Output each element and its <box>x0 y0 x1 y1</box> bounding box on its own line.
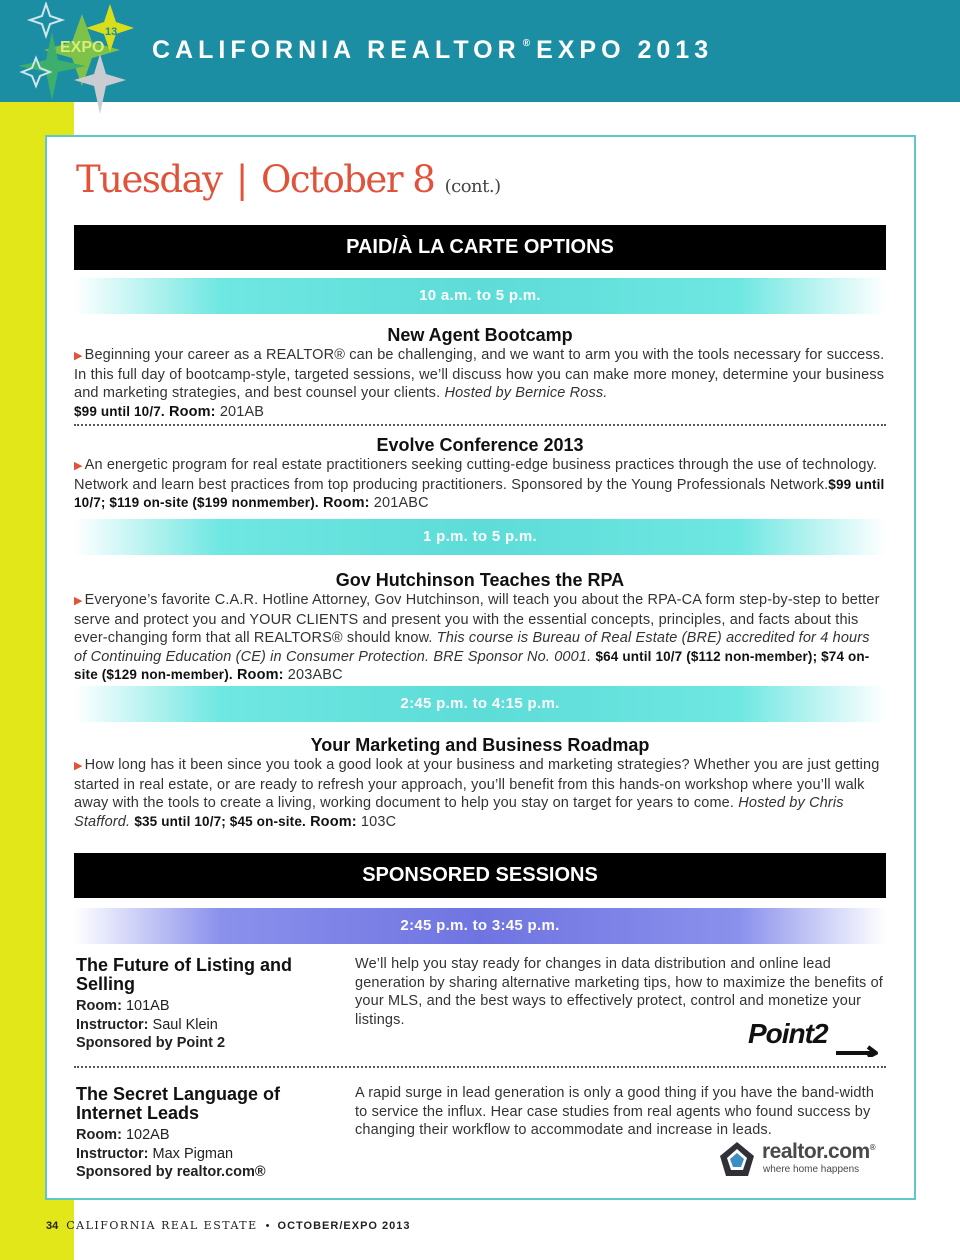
sponsored-session-info <box>76 956 336 1053</box>
bullet-arrow-icon: ▶ <box>74 460 83 472</box>
date: October 8 <box>261 158 435 201</box>
sponsored-sessions-heading: SPONSORED SESSIONS <box>74 853 886 898</box>
bullet-arrow-icon: ▶ <box>74 760 83 772</box>
session-description: ▶ An energetic program for real estate practitioners seeking cutting-edge business practices through the use of technology. Network and learn best practices from top producing practitioners. Sponsored by the Young Professionals Network.$99 until 10/7; $119 on-site ($199 nonmember). Room: 201ABC <box>74 457 885 512</box>
bullet-arrow-icon: ▶ <box>74 595 83 607</box>
sponsored-session-info <box>76 1085 336 1182</box>
issue-label: OCTOBER/EXPO 2013 <box>277 1220 411 1232</box>
session-room: 201AB <box>219 403 265 420</box>
realtor-com-wordmark: realtor.com® <box>762 1140 876 1163</box>
time-band-sponsored: 2:45 p.m. to 3:45 p.m. <box>74 908 886 944</box>
house-icon <box>718 1140 756 1178</box>
svg-text:Point2: Point2 <box>748 1018 828 1049</box>
instructor-label: Instructor: <box>76 1145 149 1162</box>
session-description: ▶ How long has it been since you took a good look at your business and marketing strategies? Whether you are just getting started in real estate, or are ready to refresh your approach, you’ll benefit from this hands-on workshop where you’ll walk away with the tools to create a living, working document to help you stay on target for years to come. Hosted by Chris Stafford. $35 until 10/7; $45 on-site. Room: 103C <box>74 757 880 830</box>
room-label: Room: <box>322 495 370 512</box>
room-label: Room: <box>310 813 357 830</box>
divider <box>74 1066 886 1068</box>
session-marketing-roadmap <box>74 734 886 831</box>
session-room: 103C <box>360 813 397 830</box>
weekday: Tuesday <box>76 158 222 201</box>
session-accreditation: This course is Bureau of Real Estate (BRE) accredited for 4 hours of Continuing Education (CE) in Consumer Protection. BRE Sponsor No. 0001. <box>74 630 870 665</box>
session-instructor: Saul Klein <box>152 1016 218 1033</box>
svg-text:EXPO: EXPO <box>60 39 105 56</box>
session-price: $99 until 10/7; $119 on-site ($199 nonmember). <box>74 476 885 511</box>
session-title: Evolve Conference 2013 <box>376 435 584 455</box>
continued-note: (cont.) <box>444 176 501 197</box>
room-label: Room: <box>236 667 284 684</box>
header-title-part1: CALIFORNIA REALTOR <box>152 36 521 64</box>
page-title <box>76 158 501 201</box>
session-gov-hutchinson-rpa <box>74 569 886 685</box>
session-title: Gov Hutchinson Teaches the RPA <box>335 570 625 590</box>
session-new-agent-bootcamp <box>74 324 886 421</box>
footer-bullet: • <box>265 1220 270 1232</box>
title-separator: | <box>235 158 247 201</box>
session-title: The Future of Listing and Selling <box>76 955 292 994</box>
session-title: New Agent Bootcamp <box>387 325 573 345</box>
session-description: ▶ Everyone’s favorite C.A.R. Hotline Attorney, Gov Hutchinson, will teach you about the RPA-CA form step-by-step to better serve and protect you and YOUR CLIENTS and present you with the essential concepts, principles, and facts about this ever-changing form that all REALTORS® should know. This course is Bureau of Real Estate (BRE) accredited for 4 hours of Continuing Education (CE) in Consumer Protection. BRE Sponsor No. 0001. $64 until 10/7 ($112 non-member); $74 on-site ($129 non-member). Room: 203ABC <box>74 592 880 684</box>
magazine-name: CALIFORNIA REAL ESTATE <box>66 1219 258 1232</box>
session-host: Hosted by Chris Stafford. <box>74 795 844 830</box>
time-band-10am: 10 a.m. to 5 p.m. <box>74 278 886 314</box>
session-instructor: Max Pigman <box>152 1145 234 1162</box>
session-room: 101AB <box>125 998 170 1014</box>
session-room: 203ABC <box>287 667 343 684</box>
instructor-label: Instructor: <box>76 1016 149 1033</box>
sponsored-session-description: A rapid surge in lead generation is only a good thing if you have the band-width to service the influx. Hear case studies from real agents who found success by changing their workflow to accommodate and increase in leads. <box>355 1085 875 1139</box>
session-host: Hosted by Bernice Ross. <box>444 385 608 402</box>
realtor-com-logo <box>718 1138 888 1180</box>
session-sponsor: Sponsored by realtor.com® <box>76 1164 266 1180</box>
page-number: 34 <box>46 1220 59 1232</box>
header-title-part2: EXPO 2013 <box>536 36 714 64</box>
session-price: $99 until 10/7. <box>74 403 165 419</box>
bullet-arrow-icon: ▶ <box>74 350 83 362</box>
point2-logo <box>748 1013 888 1057</box>
divider <box>74 424 886 426</box>
session-title: The Secret Language of Internet Leads <box>76 1084 281 1123</box>
session-evolve-conference <box>74 434 886 513</box>
room-label: Room: <box>76 1127 122 1143</box>
session-price: $64 until 10/7 ($112 non-member); $74 on-site ($129 non-member). <box>74 648 870 683</box>
session-room: 201ABC <box>373 495 429 512</box>
sponsored-session-description: We’ll help you stay ready for changes in data distribution and online lead generation by sharing alternative marketing tips, how to maximize the benefits of your MLS, and the best ways to effectively protect, control and monetize your listings. <box>355 956 883 1028</box>
registered-mark: ® <box>522 38 531 49</box>
time-band-1pm: 1 p.m. to 5 p.m. <box>74 519 886 555</box>
room-label: Room: <box>168 403 216 420</box>
session-title: Your Marketing and Business Roadmap <box>310 735 650 755</box>
svg-text:13: 13 <box>105 26 118 38</box>
page-footer <box>46 1219 410 1232</box>
header-title <box>152 36 713 65</box>
session-sponsor: Sponsored by Point 2 <box>76 1035 226 1051</box>
session-description: ▶ Beginning your career as a REALTOR® can be challenging, and we want to arm you with the tools necessary for success. In this full day of bootcamp-style, targeted sessions, we’ll discuss how you can make more money, determine your business and marketing strategies, and best counsel your clients. Hosted by Bernice Ross. $99 until 10/7. Room: 201AB <box>74 347 885 420</box>
session-price: $35 until 10/7; $45 on-site. <box>134 813 306 829</box>
room-label: Room: <box>76 998 122 1014</box>
time-band-245pm: 2:45 p.m. to 4:15 p.m. <box>74 686 886 722</box>
session-room: 102AB <box>125 1127 170 1143</box>
paid-options-heading: PAID/À LA CARTE OPTIONS <box>74 225 886 270</box>
expo-logo <box>10 2 140 122</box>
realtor-com-tagline: where home happens <box>763 1164 860 1175</box>
